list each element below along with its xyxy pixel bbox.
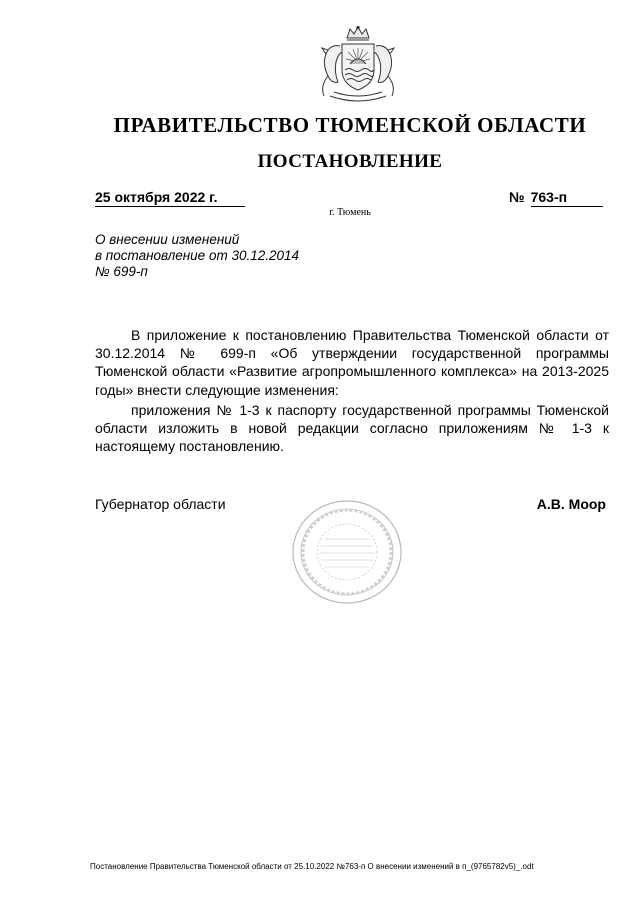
signatory-position: Губернатор области bbox=[95, 496, 226, 512]
document-body bbox=[95, 326, 609, 455]
subject-line: О внесении изменений bbox=[95, 232, 240, 247]
coat-of-arms-emblem bbox=[312, 26, 404, 106]
subject-line: в постановление от 30.12.2014 bbox=[95, 248, 300, 263]
body-paragraph: приложения № 1-3 к паспорту государственной программы Тюменской области изложить в новой редакции согласно приложениям № 1-3 к настоящему постановлению. bbox=[95, 401, 609, 455]
seal-stamp bbox=[291, 499, 403, 605]
body-paragraph: В приложение к постановлению Правительства Тюменской области от 30.12.2014 № 699-п «Об утверждении государственной программы Тюменской области «Развитие агропромышленного комплекса» на 2013-2025 годы» внести следующие изменения: bbox=[95, 327, 609, 398]
subject-line: № 699-п bbox=[95, 264, 148, 279]
document-number: 763-п bbox=[531, 189, 603, 207]
document-type: ПОСТАНОВЛЕНИЕ bbox=[257, 151, 443, 172]
footer-filename: Постановление Правительства Тюменской области от 25.10.2022 №763-п О внесении изменений в п_(9765782v5)_.odt bbox=[90, 862, 534, 871]
document-date: 25 октября 2022 г. bbox=[95, 189, 245, 207]
number-sign: № bbox=[509, 189, 525, 205]
city-label: г. Тюмень bbox=[329, 207, 371, 218]
government-title: ПРАВИТЕЛЬСТВО ТЮМЕНСКОЙ ОБЛАСТИ bbox=[113, 113, 587, 137]
document-number-field bbox=[509, 189, 603, 207]
document-subject bbox=[95, 232, 355, 280]
signatory-name: А.В. Моор bbox=[536, 496, 606, 512]
